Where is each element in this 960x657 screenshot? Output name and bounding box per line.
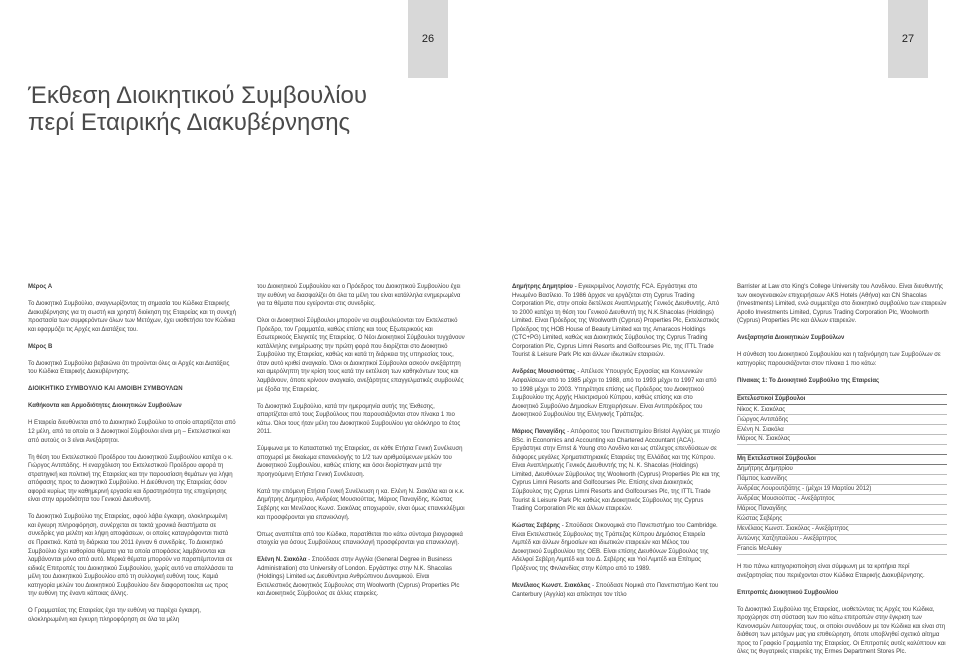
- page-title: [28, 82, 448, 136]
- table-row: Αντώνης Χατζηπαύλου - Ανεξάρτητος: [737, 535, 947, 545]
- paragraph: Η σύνθεση του Διοικητικού Συμβουλίου και η ταξινόμηση των Συμβούλων σε κατηγορίες παρουσιάζονται στον πίνακα 1 πιο κάτω:: [737, 352, 941, 367]
- table-header: Μη Εκτελεστικοί Σύμβουλοι: [737, 454, 947, 466]
- title-line-1: Έκθεση Διοικητικού Συμβουλίου: [28, 82, 367, 109]
- paragraph: Όπως αναπτέται από του Κώδικα, παρατίθεται πιο κάτω σύντομα βιογραφικά στοιχεία για όσους Συμβούλους επανεκλογή προσφέρονται για επανεκλογή.: [257, 531, 463, 547]
- bio-name: Κώστας Σεβέρης: [512, 523, 561, 530]
- text-column-1: [28, 283, 236, 624]
- bio-name: Ανδρέας Μουσιούττας: [512, 369, 576, 376]
- text-column-2: [257, 283, 465, 607]
- bio-text: - Απόφοιτος του Πανεπιστημίου Bristol Αγγλίας με πτυχίο BSc. in Economics and Accounting και Chartered Accountant (ACA). Εργάστηκε στην Ernst & Young στο Λονδίνο και ως στέλεχος επενδύσεων σε διάφορες μεγάλες Χρηματιστηριακές Εταιρείες της Ελλάδας και της Κύπρου. Είναι Αναπληρωτής Γενικός Διευθυντής της N. K. Shacolas (Holdings) Limited, Διευθύνων Σύμβουλος της Woolworth (Cyprus) Properties Plc και της Cyprus Limni Resorts and Golfcourses Plc. Επίσης είναι Διοικητικός Σύμβουλος της Cyprus Limni Resorts and Golfcourses Plc, της ITTL Trade Tourist & Leisure Park Plc καθώς και Διοικητικός Σύμβουλος της Cyprus Trading Corporation Plc και άλλων εταιρειών.: [512, 429, 720, 513]
- board-table-executive: [737, 394, 947, 445]
- bio-paragraph: [512, 368, 720, 419]
- paragraph: Το Διοικητικό Συμβούλιο της Εταιρείας, αφού λάβει έγκαιρη, ολοκληρωμένη και έγκυρη πληροφόρηση, συνέρχεται σε τακτά χρονικά διαστήματα σε συνεδρίες για μελέτη και λήψη αποφάσεων, οι οποίες καταγράφονται πιστά σε Πρακτικά. Κατά τη διάρκεια του 2011 έγιναν 6 συνεδρίες. Το Διοικητικό Συμβούλιο έχει καθορίσει θέματα για τα οποία αποφάσεις λαμβάνονται και λαμβάνονται μόνο από αυτό. Μερικά θέματα μπορούν να παραπέμπονται σε ειδικές Επιτροπές του Διοικητικού Συμβουλίου, χωρίς αυτό να απαλλάσσει τα μέλη του Διοικητικού Συμβουλίου από τη συλλογική ευθύνη τους. Καμιά κατηγορία μελών του Διοικητικού Συμβουλίου δεν διαφοροποιείται ως προς την ευθύνη της έναντι κάποιας άλλης.: [28, 514, 234, 598]
- bio-name: Δημήτρης Δημητρίου: [512, 284, 573, 290]
- bio-paragraph: [257, 556, 465, 599]
- table-row: Γιώργος Αντιπάδης: [737, 415, 947, 425]
- table-row: Πάμπος Ιωαννίδης: [737, 475, 947, 485]
- bio-text: - Σπούδασε Νομικά στο Πανεπιστήμιο Kent του Canterbury (Αγγλία) και απέκτησε τον τίτλο: [512, 582, 719, 598]
- page-number: 27: [901, 33, 915, 45]
- bio-paragraph: [512, 522, 720, 573]
- table-title: Πίνακας 1: Το Διοικητικό Συμβούλιο της Εταιρείας: [737, 377, 880, 384]
- left-page: [0, 0, 480, 647]
- page-number-tab: [408, 0, 448, 78]
- paragraph: Κατά την επόμενη Ετήσια Γενική Συνέλευση η κα. Ελένη Ν. Σιακόλα και οι κ.κ. Δημήτρης Δημητρίου, Ανδρέας Μουσιούττας, Μάριος Παναγίδης, Κώστας Σεβέρης και Μενέλαος Κωνσ. Σιακόλας αποχωρούν, είναι όμως επανεκλέξιμοι και προσφέρονται για επανεκλογή.: [257, 488, 465, 521]
- bio-paragraph: [512, 428, 720, 513]
- table-row: Ανδρέας Μουσιούττας - Ανεξάρτητος: [737, 495, 947, 505]
- subsection-heading: Ανεξαρτησία Διοικητικών Συμβούλων: [737, 335, 845, 342]
- table-row: Ελένη Ν. Σιακόλα: [737, 425, 947, 435]
- section-heading: ΔΙΟΙΚΗΤΙΚΟ ΣΥΜΒΟΥΛΙΟ ΚΑΙ ΑΜΟΙΒΗ ΣΥΜΒΟΥΛΩΝ: [28, 386, 183, 393]
- section-heading: Μέρος Β: [28, 343, 53, 350]
- table-row: Νίκος Κ. Σιακόλας: [737, 405, 947, 415]
- section-heading: Μέρος Α: [28, 284, 53, 290]
- bio-text: - Σπούδασε Οικονομικά στο Πανεπιστήμιο του Cambridge. Είναι Εκτελεστικός Σύμβουλος της Τράπεζας Κύπρου Δημόσιος Εταιρεία Λιμπέδ και άλλων δημοσίων και ιδιωτικών εταιρειών και Μέλος του Διοικητικού Συμβουλίου της ΟΕΒ. Είναι επίσης Διευθύνων Σύμβουλος της Αδελφοί Σεβέρη Λιμιτέδ και του Δ. Σεβέρης και Υιοί Λιμιτέδ και Επίτιμος Πρόξενος της Φινλανδίας στην Κύπρο από το 1989.: [512, 523, 718, 572]
- table-header: Εκτελεστικοί Σύμβουλοι: [737, 394, 947, 406]
- subsection-heading: Επιτροπές Διοικητικού Συμβουλίου: [737, 589, 839, 596]
- bio-name: Ελένη Ν. Σιακόλα: [257, 557, 307, 564]
- bio-text: - Εγκεκριμένος Λογιστής FCA. Εργάστηκε στο Ηνωμένο Βασίλειο. Το 1986 άρχισε να εργάζεται στη Cyprus Trading Corporation Plc, στην οποία διετέλεσε Αναπληρωτής Γενικός Διευθυντής. Από το 2000 κατέχει τη θέση του Γενικού Διευθυντή της N.K.Shacolas (Holdings) Limited. Είναι Πρόεδρος της Woolworth (Cyprus) Properties Plc, Εκτελεστικός Πρόεδρος της HOB House of Beauty Limited και της Amaracos Holdings (CTC+PG) Limited, καθώς και Διοικητικός Σύμβουλος της Cyprus Trading Corporation Plc, Cyprus Limni Resorts and Golfcourses Plc, της ITTL Trade Tourist & Leisure Park Plc και άλλων ιδιωτικών εταιρειών.: [512, 284, 720, 359]
- page-number-tab: [888, 0, 928, 78]
- text-column-4: [737, 283, 947, 657]
- paragraph: Το Διοικητικό Συμβούλιο, κατά την ημερομηνία αυτής της Έκθεσης, απαρτίζεται από τους Συμβούλους που παρουσιάζονται στον πίνακα 1 πιο κάτω. Όλοι τους ήταν μέλη του Διοικητικού Συμβουλίου για ολόκληρο το έτος 2011.: [257, 403, 461, 436]
- paragraph: Η Εταιρεία διευθύνεται από το Διοικητικό Συμβούλιο το οποίο απαρτίζεται από 12 μέλη, από τα οποία οι 3 Διοικητικοί Σύμβουλοι είναι μη – Εκτελεστικοί και από αυτούς οι 3 είναι Ανεξάρτητοι.: [28, 420, 236, 444]
- bio-text: - Απέλεσε Υπουργός Εργασίας και Κοινωνικών Ασφαλίσεων από το 1985 μέχρι το 1988, από το 1993 μέχρι το 1997 και από το 1998 μέχρι το 2003. Υπηρέτησε επίσης ως Πρόεδρος του Διοικητικού Συμβουλίου της Αρχής Ηλεκτρισμού Κύπρου, καθώς επίσης και στο Διοικητικό Συμβούλιο Δημοσίων Επιχειρήσεων. Είναι Αντιπρόεδρος του Διοικητικού Συμβουλίου της Ελληνικής Τράπεζας.: [512, 369, 717, 419]
- bio-paragraph: [512, 582, 720, 599]
- paragraph: Το Διοικητικό Συμβούλιο, αναγνωρίζοντας τη σημασία του Κώδικα Εταιρικής Διακυβέρνησης για τη σωστή και χρηστή διοίκηση της Εταιρείας και τη συνεχή προστασία των συμφερόντων όλων των Μετόχων, έχει υιοθετήσει τον Κώδικα και εφαρμόζει τις Αρχές και Διατάξεις του.: [28, 301, 236, 333]
- paragraph: Το Διοικητικό Συμβούλιο της Εταιρείας, υιοθετώντας τις Αρχές του Κώδικα, προχώρησε στη σύσταση των πιο κάτω επιτροπών στην έγκριση των Κανονισμών Λειτουργίας τους, οι οποίοι συνάδουν με τον Κώδικα και είναι στη διάθεση των μετόχων μας για επιθεώρηση, όποτε υποβληθεί σχετικό αίτημα προς το Γραφείο Γραμματέα της Εταιρείας. Οι Επιτροπές αυτές καλύπτουν και όλες τις θυγατρικές εταιρείες της Ermes Department Stores Plc.: [737, 606, 946, 656]
- table-row: Μενέλαος Κωνστ. Σιακόλας - Ανεξάρτητος: [737, 525, 947, 535]
- page-number: 26: [421, 33, 435, 45]
- paragraph: Σύμφωνα με το Καταστατικό της Εταιρείας, σε κάθε Ετήσια Γενική Συνέλευση αποχωρεί με δικαίωμα επανεκλογής το 1/2 των αριθμούμενων μελών του Διοικητικού Συμβουλίου, καθώς επίσης και όσοι διορίστηκαν μετά την προηγούμενη Ετήσια Γενική Συνέλευση.: [257, 446, 463, 478]
- table-row: Κώστας Σεβέρης: [737, 515, 947, 525]
- paragraph: Όλοι οι Διοικητικοί Σύμβουλοι μπορούν να συμβουλεύονται τον Εκτελεστικό Πρόεδρο, τον Γραμματέα, καθώς επίσης και τους Εξωτερικούς και Εσωτερικούς Ελεγκτές της Εταιρείας. Ο Νέοι Διοικητικοί Σύμβουλοι τυγχάνουν κατάλληλης ενημέρωσης την πρώτη φορά που διορίζεται στο Διοικητικό Συμβούλιο της Εταιρείας, καθώς και κατά τη διάρκεια της υπηρεσίας τους, όταν αυτό κριθεί αναγκαίο. Όλοι οι Διοικητικοί Σύμβουλοι ασκούν ανεξάρτητη και αμερόληπτη την κρίση τους κατά την εκτέλεση των καθηκόντων τους και λαμβάνουν, όποτε κρίνουν αναγκαίο, ανεξάρτητες επαγγελματικές συμβουλές με έξοδα της Εταιρείας.: [257, 318, 465, 393]
- bio-name: Μενέλαος Κωνστ. Σιακόλας: [512, 582, 591, 589]
- paragraph: Ο Γραμματέας της Εταιρείας έχει την ευθύνη να παρέχει έγκαιρη, ολοκληρωμένη και έγκυρη πληροφόρηση σε όλα τα μέλη: [28, 608, 201, 623]
- bio-text: - Σπούδασε στην Αγγλία (General Degree in Business Administration) στο University of London. Εργάστηκε στην N.K. Shacolas (Holdings) Limited ως Διευθύντρια Ανθρώπινου Δυναμικού. Είναι Εκτελεστικός Διοικητικός Σύμβουλος στη Woolworth (Cyprus) Properties Plc και Διοικητικός Σύμβουλος σε άλλες εταιρείες.: [257, 557, 460, 598]
- paragraph: Η πιο πάνω κατηγοριοποίηση είναι σύμφωνη με τα κριτήρια περί ανεξαρτησίας που περιέχονται στον Κώδικα Εταιρικής Διακυβέρνησης.: [737, 564, 925, 579]
- paragraph: Τη θέση του Εκτελεστικού Προέδρου του Διοικητικού Συμβουλίου κατέχει ο κ. Γιώργος Αντιπάδης. Η εναρχόλεση του Εκτελεστικού Προέδρου αφορά τη στρατηγική και πολιτική της Εταιρείας και την παρουσίαση θεμάτων για λήψη απόφασης προς το Διοικητικό Συμβούλιο. Η Διεύθυνση της Εταιρείας όσον αφορά κυρίως την καθημερινή εργασία και δραστηριότητα της επιχείρησης είναι στην αρμοδιότητα του Γενικού Διευθυντή.: [28, 454, 233, 504]
- title-line-2: περί Εταιρικής Διακυβέρνησης: [28, 109, 351, 136]
- bio-name: Μάριος Παναγίδης: [512, 429, 566, 436]
- board-table-nonexecutive: [737, 454, 947, 555]
- text-column-3: [512, 283, 720, 599]
- paragraph: του Διοικητικού Συμβουλίου και ο Πρόεδρος του Διοικητικού Συμβουλίου έχει την ευθύνη να διασφαλίζει ότι όλα τα μέλη του είναι κατάλληλα ενημερωμένα για τα θέματα που εγείρονται στις συνεδρίες.: [257, 284, 461, 308]
- paragraph: Το Διοικητικό Συμβούλιο βεβαιώνει ότι τηρούνται όλες οι Αρχές και Διατάξεις του Κώδικα Εταιρικής Διακυβέρνησης.: [28, 360, 230, 376]
- table-row: Μάριος Ν. Σιακόλας: [737, 435, 947, 445]
- table-row: Ανδρέας Λουρουτζιάτης - (μέχρι 19 Μαρτίου 2012): [737, 485, 947, 495]
- subsection-heading: Καθήκοντα και Αρμοδιότητες Διοικητικών Συμβούλων: [28, 403, 182, 410]
- table-row: Francis McAuley: [737, 545, 947, 555]
- table-row: Μάριος Παναγίδης: [737, 505, 947, 515]
- paragraph: Barrister at Law στο King's College University του Λονδίνου. Είναι διευθυντής των οικογενειακών επιχειρήσεων AKS Hotels (Αθήνα) και CN Shacolas (Investments) Limited, ενώ συμμετέχει στο διοικητικό συμβούλιο των εταιρειών Apollo Investments Limited, Cyprus Trading Corporation Plc, Woolworth (Cyprus) Properties Plc και άλλων εταιρειών.: [737, 284, 947, 325]
- bio-paragraph: [512, 283, 720, 360]
- table-row: Δημήτρης Δημητρίου: [737, 465, 947, 475]
